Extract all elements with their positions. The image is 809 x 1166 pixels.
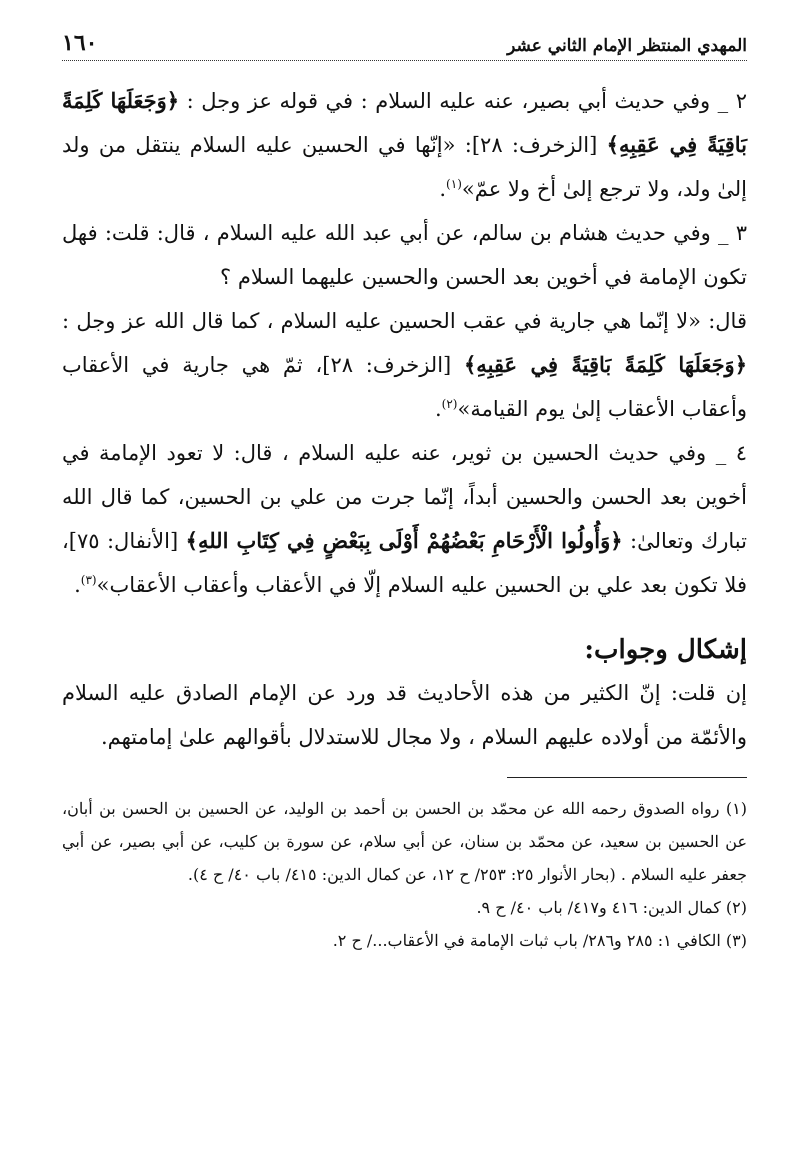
running-title: المهدي المنتظر الإمام الثاني عشر: [507, 36, 747, 56]
footnote-ref[interactable]: (١): [446, 177, 462, 191]
paragraph-2-text: [الزخرف: ٢٨]: «إنّها في الحسين عليه السلام ينتقل من ولد إلىٰ ولد، ولا ترجع إلىٰ أخ ولا عمّ»: [62, 133, 747, 201]
quran-verse: ﴿وَجَعَلَهَا كَلِمَةً بَاقِيَةً فِي عَقِبِهِ﴾: [464, 352, 747, 377]
paragraph-3-answer: [62, 299, 747, 431]
paragraph-4: [62, 431, 747, 607]
paragraph-3: [62, 211, 747, 299]
paragraph-2: [62, 79, 747, 211]
quran-verse: ﴿وَجَعَلَهَا كَلِمَةً بَاقِيَةً فِي عَقِبِهِ﴾: [62, 88, 747, 157]
paragraph-3-lead: ٣ _ وفي حديث هشام بن سالم، عن أبي عبد الله عليه السلام ، قال: قلت: فهل تكون الإمامة في أخوين بعد الحسن والحسين عليهما السلام ؟: [62, 221, 747, 289]
paragraph-3-answer-lead: قال: «لا إنّما هي جارية في عقب الحسين عليه السلام ، كما قال الله عز وجل :: [62, 309, 747, 333]
footnote-1: (١) رواه الصدوق رحمه الله عن محمّد بن الحسن بن أحمد بن الوليد، عن الحسين بن الحسن بن أبان، عن الحسين بن سعيد، عن محمّد بن سنان، عن أبي سلام، عن سورة بن كليب، عن أبي بصير، عن أبي جعفر عليه السلام . (بحار الأنوار ٢٥: ٢٥٣/ ح ١٢، عن كمال الدين: ٤١٥/ باب ٤٠/ ح ٤).: [62, 799, 748, 884]
footnote-ref[interactable]: (٢): [441, 397, 458, 411]
paragraph-2-lead: ٢ _ وفي حديث أبي بصير، عنه عليه السلام : في قوله عز وجل :: [186, 89, 747, 113]
sentence-end: .: [74, 573, 81, 597]
section-heading: إشكال وجواب:: [584, 635, 747, 665]
sentence-end: .: [434, 397, 442, 421]
footnotes: [62, 792, 747, 957]
page: [62, 30, 747, 957]
footnote-ref[interactable]: (٣): [80, 573, 97, 587]
paragraph-3-answer-text: [الزخرف: ٢٨]، ثمّ هي جارية في الأعقاب وأعقاب الأعقاب إلىٰ يوم القيامة»: [62, 353, 747, 421]
paragraph-4-text: [الأنفال: ٧٥]، فلا تكون بعد علي بن الحسين عليه السلام إلّا في الأعقاب وأعقاب الأعقاب»: [62, 529, 747, 597]
section-paragraph: إن قلت: إنّ الكثير من هذه الأحاديث قد ورد عن الإمام الصادق عليه السلام والأئمّة من أولاده عليهم السلام ، ولا مجال للاستدلال بأقوالهم علىٰ إمامتهم.: [62, 681, 747, 749]
footnote-divider: [507, 777, 747, 778]
footnote-3: (٣) الكافي ١: ٢٨٥ و٢٨٦/ باب ثبات الإمامة في الأعقاب.../ ح ٢.: [332, 931, 747, 950]
paragraph-4-lead: ٤ _ وفي حديث الحسين بن ثوير، عنه عليه السلام ، قال: لا تعود الإمامة في أخوين بعد الحسن والحسين أبداً، إنّما جرت من علي بن الحسين، كما قال الله تبارك وتعالىٰ:: [62, 441, 747, 553]
sentence-end: .: [439, 177, 447, 201]
running-header: [62, 30, 747, 61]
page-number: ١٦٠: [62, 30, 98, 56]
footnote-2: (٢) كمال الدين: ٤١٦ و٤١٧/ باب ٤٠/ ح ٩.: [476, 898, 747, 917]
quran-verse: ﴿وَأُولُوا الْأَرْحَامِ بَعْضُهُمْ أَوْلَى بِبَعْضٍ فِي كِتَابِ اللهِ﴾: [185, 528, 623, 553]
